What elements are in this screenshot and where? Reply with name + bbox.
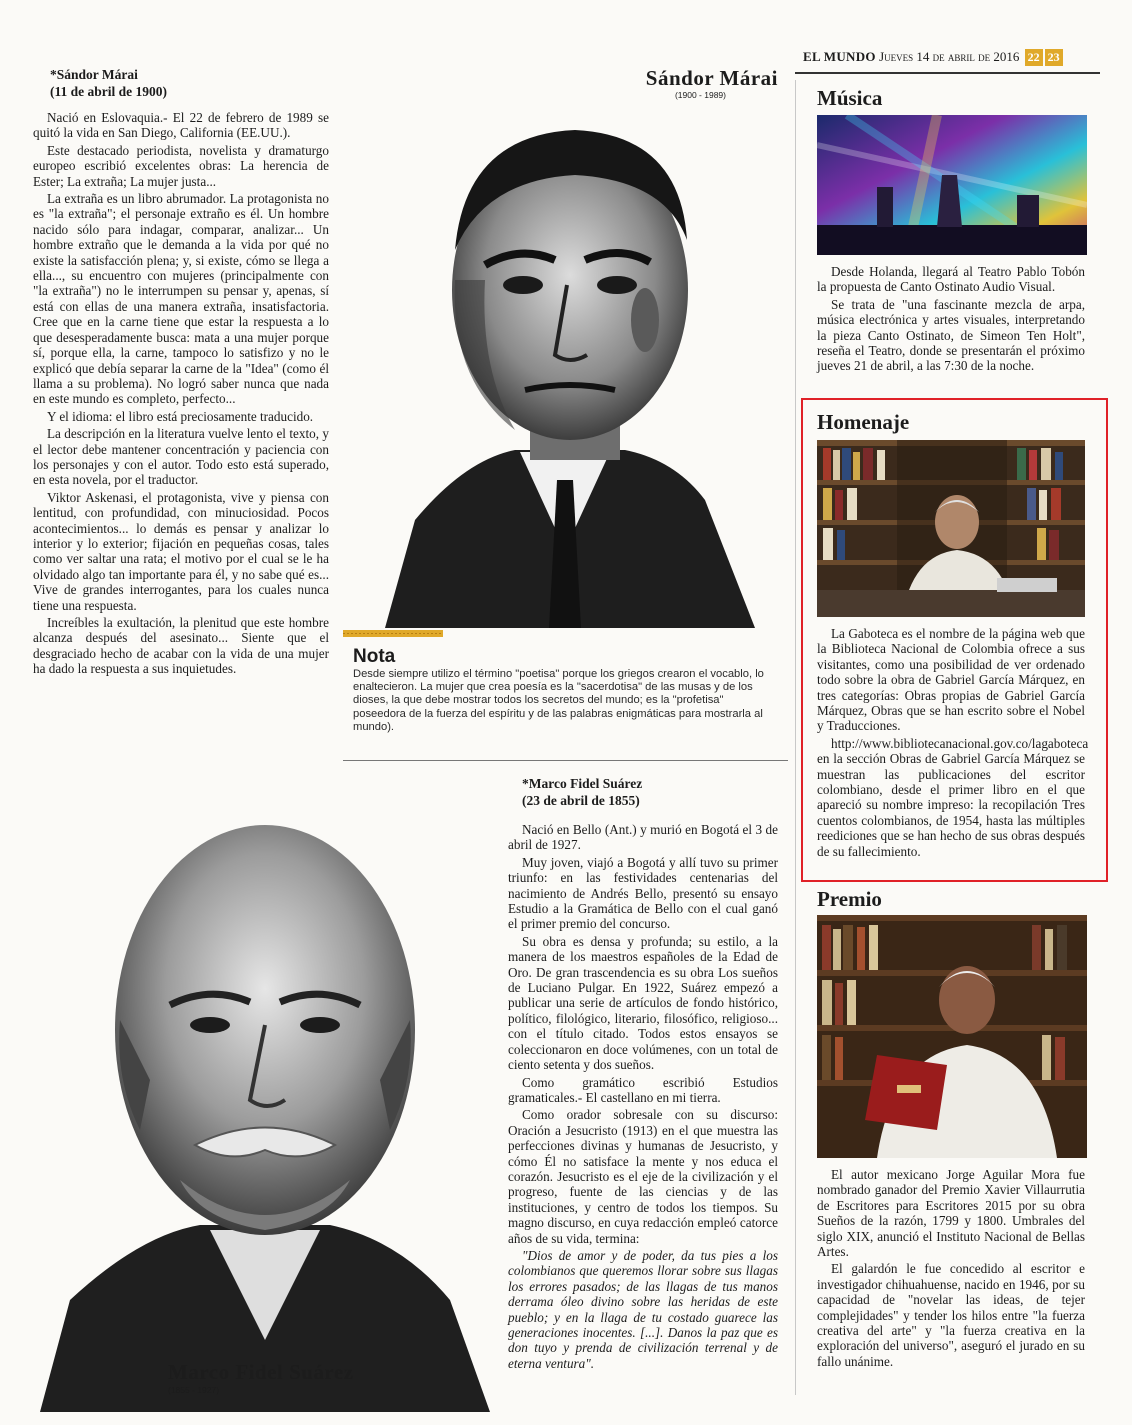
musica-paragraph: Desde Holanda, llegará al Teatro Pablo Tobón la propuesta de Canto Ostinato Audio Visual. — [817, 264, 1085, 295]
musica-title: Música — [817, 86, 883, 110]
suarez-quote: "Dios de amor y de poder, da tus pies a los colombianos que queremos llorar sobre sus llagas los errores pasados; de las llagas de tus manos derrama óleo divino sobre las heridas de este pueblo; y en la llaga de tu costado guarece las generaciones inocentes. [...]. Danos la paz que es don tuyo y prenda de civilización terrenal y de eterna ventura". — [508, 1247, 778, 1371]
column-separator — [795, 80, 796, 1395]
marai-heading-date: (11 de abril de 1900) — [50, 84, 167, 99]
premio-photo — [817, 915, 1087, 1158]
premio-paragraph: El autor mexicano Jorge Aguilar Mora fue nombrado ganador del Premio Xavier Villaurrutia de Escritores para Escritores 2015 por su obra Sueños de la razón, 1799 y 1800. Umbrales del siglo XIX, anunció el Instituto Nacional de Bellas Artes. — [817, 1167, 1085, 1260]
marai-paragraph: Y el idioma: el libro está preciosamente traducido. — [47, 408, 314, 424]
marai-heading-name: *Sándor Márai — [50, 67, 138, 82]
suarez-paragraph: Su obra es densa y profunda; su estilo, a la manera de los maestros españoles de la Edad de Oro. De gran trascendencia es su obra Los sueños de Luciano Pulgar. En 1922, Suárez empezó a publicar una serie de artículos de fondo histórico, político, filológico, literario, filosófico, religioso... con el título citado. Todos estos ensayos se coleccionaron en doce volúmenes, con un total de ciento setenta y dos sueños. — [508, 933, 778, 1073]
premio-body — [817, 1167, 1085, 1369]
nota-title: Nota — [353, 646, 396, 667]
suarez-paragraph: Nació en Bello (Ant.) y murió en Bogotá el 3 de abril de 1927. — [508, 822, 778, 853]
suarez-heading-name: *Marco Fidel Suárez — [522, 776, 643, 791]
suarez-portrait-name: Marco Fidel Suárez — [168, 1360, 354, 1384]
marai-paragraph: Nació en Eslovaquia.- El 22 de febrero de 1989 se quitó la vida en San Diego, California (EE.UU.). — [33, 110, 329, 141]
marai-paragraph: La extraña es un libro abrumador. La protagonista no es "la extraña"; el personaje extraño es él. Un hombre nacido sólo para indagar, comparar, analizar... Un hombre extraño que le demanda a la vida por qué no existe la satisfacción plena; y, si existe, cómo se llega a ella..., su encuentro con mujeres (principalmente con "la extraña") no le interrumpen su pensar y, apenas, sí está con ellas de una manera extraña, insatisfactoria. Cree que en la carne tiene que estar la respuesta a lo que desesperadamente busca: mata a una mujer porque sí, porque ella, la carne, tampoco lo satisfizo y no le explicó que debía separar la carne de la "Idea" (como él llama a su problema). No logró saber nunca que nada en este mundo es completo, perfecto... — [33, 191, 329, 407]
homenaje-photo — [817, 440, 1085, 617]
musica-body — [817, 264, 1085, 374]
author-portrait-image — [817, 915, 1087, 1158]
premio-title: Premio — [817, 887, 882, 911]
suarez-heading-date: (23 de abril de 1855) — [522, 793, 640, 808]
nota-text: Desde siempre utilizo el término "poetisa" porque los griegos crearon el vocablo, lo enaltecieron. La mujer que crea poesía es la "sacerdotisa" de las musas y de los dioses, la que debe mostrar todos los secretos del mundo; es la "profetisa" poseedora de la fuerza del espíritu y de las palabras enigmáticas para mostrarla al mundo). — [353, 668, 764, 733]
marai-portrait-name: Sándor Márai — [645, 66, 778, 90]
marai-article-heading — [50, 66, 330, 100]
suarez-portrait — [30, 780, 500, 1412]
page-header — [803, 49, 1098, 69]
page-number-right: 23 — [1045, 49, 1063, 66]
marai-portrait-years: (1900 - 1989) — [674, 90, 726, 100]
premio-paragraph: El galardón le fue concedido al escritor e investigador chihuahuense, nacido en 1946, por su capacidad de "novelar las ideas, de tejer complejidades" y tender los hilos entre "la fuerza creativa del arte" y "la fuerza creativa en la exploración del universo", aseguró el jurado en su fallo unánime. — [817, 1261, 1085, 1369]
marai-paragraph: Increíbles la exultación, la plenitud que este hombre alcanza después del asesinato... Siente que el desgraciado hecho de acabar con la vida de una mujer ha dado la respuesta a sus inquietudes. — [33, 615, 329, 677]
marai-article-body — [33, 110, 329, 677]
concert-stage-image — [817, 115, 1087, 255]
library-portrait-image — [817, 440, 1085, 617]
homenaje-body — [817, 626, 1089, 859]
suarez-paragraph: Como gramático escribió Estudios gramaticales.- El castellano en mi tierra. — [508, 1074, 778, 1105]
page-number-left: 22 — [1025, 49, 1043, 66]
marai-portrait — [345, 66, 790, 628]
header-rule — [795, 72, 1100, 74]
marai-paragraph: Viktor Askenasi, el protagonista, vive y piensa con lentitud, con profundidad, con minuciosidad. Pocos acontecimientos... lo demás es pensar y analizar lo interior y lo exterior; fijación en pequeñas cosas, tales como ver saltar una rata; el motivo por el cual se le ha olvidado algo tan importante para él, y no sabe qué es... Vive de grandes interrogantes, para los cuales nunca tiene una respuesta. — [33, 489, 329, 613]
suarez-article-heading — [522, 775, 782, 809]
newspaper-name: EL MUNDO — [803, 49, 876, 64]
homenaje-paragraph: http://www.bibliotecanacional.gov.co/lagaboteca en la sección Obras de Gabriel García Márquez se muestran las publicaciones del escritor colombiano, desde el primer libro en el que apareció su nombre impreso: la recopilación Tres cuentos colombianos, de 1954, hasta las múltiples reediciones que se han hecho de sus obras después de su fallecimiento. — [817, 735, 1089, 859]
marai-portrait-illustration — [345, 80, 790, 628]
suarez-portrait-illustration — [30, 780, 500, 1412]
homenaje-paragraph: La Gaboteca es el nombre de la página web que la Biblioteca Nacional de Colombia ofrece a sus visitantes, como una posibilidad de ver ordenado todo sobre la obra de Gabriel García Márquez, en tres categorías: Obras propias de Gabriel García Márquez, Obras que se han escrito sobre el Nobel y Traducciones. — [817, 626, 1085, 734]
marai-paragraph: La descripción en la literatura vuelve lento el texto, y el lector debe mantener concentración y paciencia con los personajes y con el autor. Todo esto está superado, en esta novela, por el traductor. — [33, 426, 329, 488]
suarez-article-body — [508, 822, 778, 1371]
marai-paragraph: Este destacado periodista, novelista y dramaturgo europeo escribió excelentes obras: La herencia de Ester; La extraña; La mujer justa... — [33, 142, 329, 189]
issue-date: Jueves 14 de abril de 2016 — [879, 49, 1020, 64]
suarez-paragraph: Como orador sobresale con su discurso: Oración a Jesucristo (1913) en el que muestra las perfecciones divinas y humanas de Jesucristo, y cómo Él no satisface la mente y nos educa el corazón. Jesucristo es el eje de la civilización y el progreso, fuente de las ciencias y de las instituciones, y centro de todos los tiempos. Su magno discurso, en cuya redacción empleó catorce años de su vida, termina: — [508, 1107, 778, 1246]
suarez-portrait-years: (1855 - 1927) — [168, 1385, 220, 1395]
suarez-paragraph: Muy joven, viajó a Bogotá y allí tuvo su primer triunfo: en las festividades centenarias del nacimiento de Andrés Bello, presentó su ensayo Estudio a la Gramática de Bello con el cual ganó el primer premio del concurso. — [508, 854, 778, 932]
nota-decorative-rule — [343, 630, 783, 637]
musica-photo — [817, 115, 1087, 255]
homenaje-title: Homenaje — [817, 410, 910, 434]
section-divider — [343, 760, 788, 761]
musica-paragraph: Se trata de "una fascinante mezcla de arpa, música electrónica y artes visuales, interpretando la pieza Canto Ostinato, de Simeon Ten Holt", reseña el Teatro, donde se presentarán el próximo jueves 21 de abril, a las 7:30 de la noche. — [817, 296, 1085, 374]
